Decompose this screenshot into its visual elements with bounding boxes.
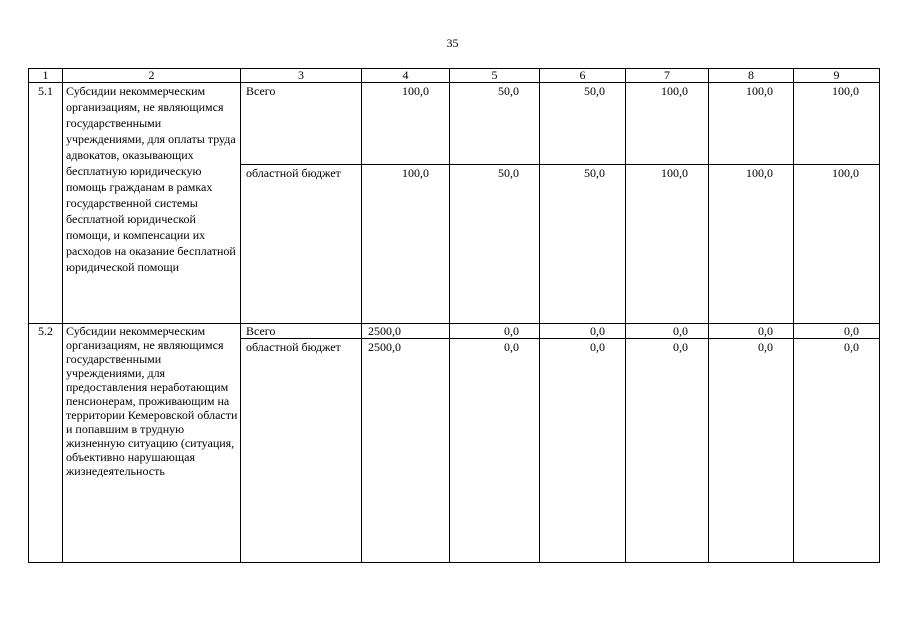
funding-source: Всего xyxy=(241,324,362,339)
value-cell: 0,0 xyxy=(540,324,626,339)
value-cell: 100,0 xyxy=(709,165,794,324)
value-cell: 0,0 xyxy=(540,339,626,563)
value-cell: 100,0 xyxy=(362,83,450,165)
funding-source: областной бюджет xyxy=(241,339,362,563)
page-number: 35 xyxy=(446,36,459,50)
budget-table xyxy=(28,68,880,563)
funding-source: областной бюджет xyxy=(241,165,362,324)
column-header: 3 xyxy=(241,69,362,83)
value-cell: 0,0 xyxy=(709,324,794,339)
column-header: 8 xyxy=(709,69,794,83)
value-cell: 0,0 xyxy=(626,324,709,339)
value-cell: 100,0 xyxy=(794,165,880,324)
value-cell: 50,0 xyxy=(450,165,540,324)
value-cell: 0,0 xyxy=(709,339,794,563)
value-cell: 2500,0 xyxy=(362,324,450,339)
value-cell: 0,0 xyxy=(794,324,880,339)
table-row xyxy=(29,324,880,339)
value-cell: 100,0 xyxy=(626,83,709,165)
value-cell: 2500,0 xyxy=(362,339,450,563)
row-name: Субсидии некоммерческим организациям, не являющимся государственными учреждениями, для предоставления неработающим пенсионерам, проживающим на территории Кемеровской области и попавшим в трудную жизненную ситуацию (ситуация, объективно нарушающая жизнедеятельность xyxy=(63,324,241,563)
value-cell: 50,0 xyxy=(450,83,540,165)
column-header: 1 xyxy=(29,69,63,83)
funding-source: Всего xyxy=(241,83,362,165)
row-index: 5.2 xyxy=(29,324,63,563)
value-cell: 100,0 xyxy=(362,165,450,324)
value-cell: 50,0 xyxy=(540,165,626,324)
value-cell: 0,0 xyxy=(794,339,880,563)
value-cell: 100,0 xyxy=(626,165,709,324)
column-header: 7 xyxy=(626,69,709,83)
table-header-row xyxy=(29,69,880,83)
column-header: 2 xyxy=(63,69,241,83)
column-header: 9 xyxy=(794,69,880,83)
column-header: 5 xyxy=(450,69,540,83)
row-name: Субсидии некоммерческим организациям, не являющимся государственными учреждениями, для оплаты труда адвокатов, оказывающих бесплатную юридическую помощь гражданам в рамках государственной системы бесплатной юридической помощи, и компенсации их расходов на оказание бесплатной юридической помощи xyxy=(63,83,241,324)
value-cell: 0,0 xyxy=(626,339,709,563)
column-header: 6 xyxy=(540,69,626,83)
column-header: 4 xyxy=(362,69,450,83)
value-cell: 50,0 xyxy=(540,83,626,165)
row-index: 5.1 xyxy=(29,83,63,324)
value-cell: 100,0 xyxy=(709,83,794,165)
value-cell: 0,0 xyxy=(450,339,540,563)
value-cell: 0,0 xyxy=(450,324,540,339)
table-row xyxy=(29,83,880,165)
value-cell: 100,0 xyxy=(794,83,880,165)
